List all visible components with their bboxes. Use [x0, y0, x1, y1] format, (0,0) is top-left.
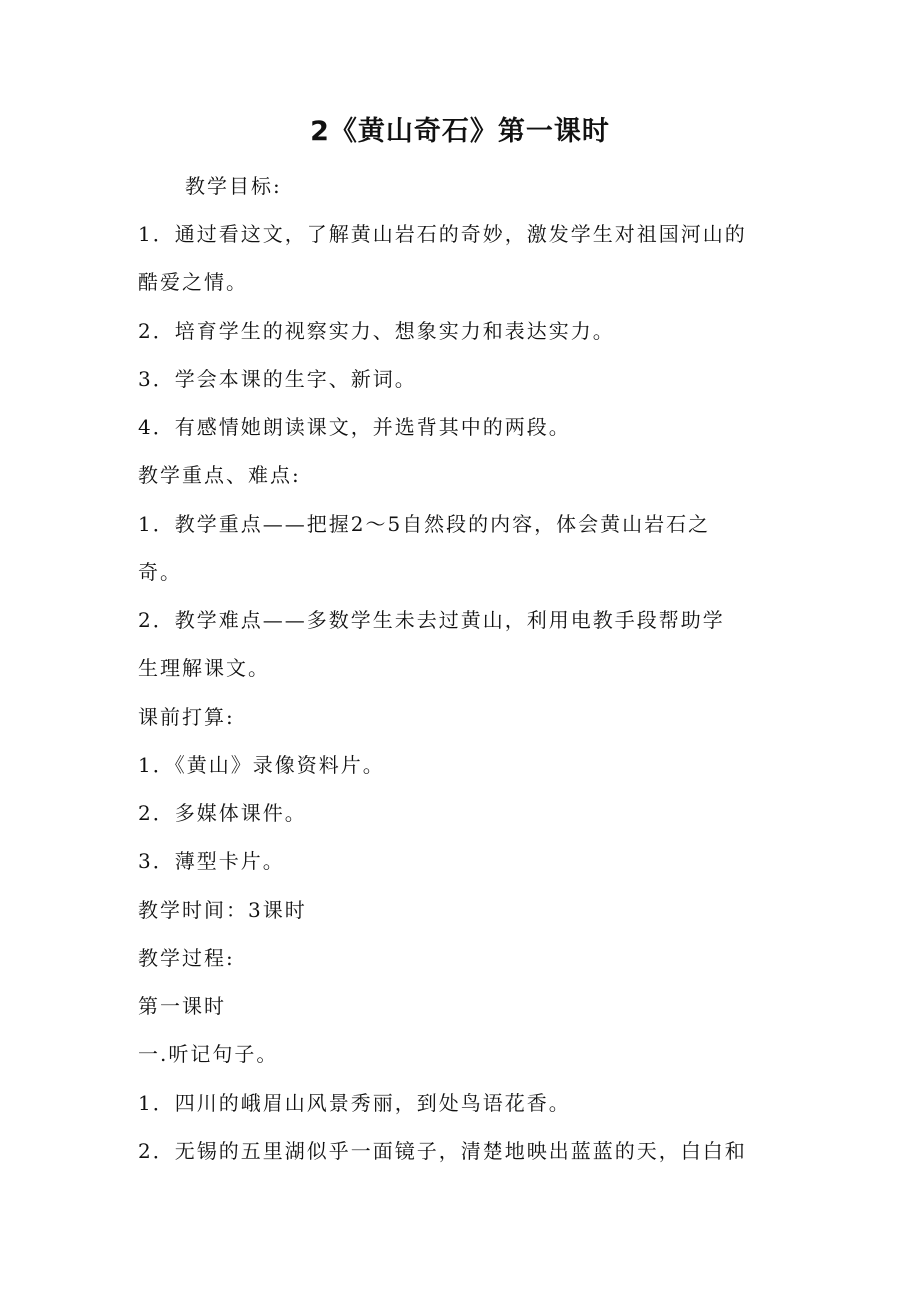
objective-3: 3．学会本课的生字、新词。	[138, 367, 417, 391]
first-lesson-heading: 第一课时	[138, 994, 226, 1018]
preparation-2: 2．多媒体课件。	[138, 801, 307, 825]
section-heading-key-points: 教学重点、难点:	[138, 463, 301, 487]
objective-1-continued: 酷爱之情。	[138, 270, 248, 294]
preparation-1: 1．《黄山》录像资料片。	[138, 753, 385, 777]
document-title: 2《黄山奇石》第一课时	[310, 116, 610, 147]
key-point-2-continued: 生理解课文。	[138, 656, 270, 680]
preparation-3: 3．薄型卡片。	[138, 849, 285, 873]
objective-2: 2．培育学生的视察实力、想象实力和表达实力。	[138, 319, 615, 343]
objective-4: 4．有感情她朗读课文，并选背其中的两段。	[138, 415, 571, 439]
teaching-time: 教学时间：3课时	[138, 898, 307, 922]
key-point-1-continued: 奇。	[138, 560, 182, 584]
section-heading-objectives: 教学目标:	[185, 174, 282, 198]
section-heading-process: 教学过程:	[138, 946, 235, 970]
section-heading-preparation: 课前打算:	[138, 705, 235, 729]
objective-1: 1．通过看这文，了解黄山岩石的奇妙，激发学生对祖国河山的	[138, 222, 747, 246]
step-heading-dictation: 一.听记句子。	[138, 1042, 279, 1066]
key-point-2: 2．教学难点——多数学生未去过黄山，利用电教手段帮助学	[138, 608, 725, 632]
key-point-1: 1．教学重点——把握2～5自然段的内容，体会黄山岩石之	[138, 512, 711, 536]
sentence-1: 1．四川的峨眉山风景秀丽，到处鸟语花香。	[138, 1091, 571, 1115]
sentence-2: 2．无锡的五里湖似乎一面镜子，清楚地映出蓝蓝的天，白白和	[138, 1139, 747, 1163]
